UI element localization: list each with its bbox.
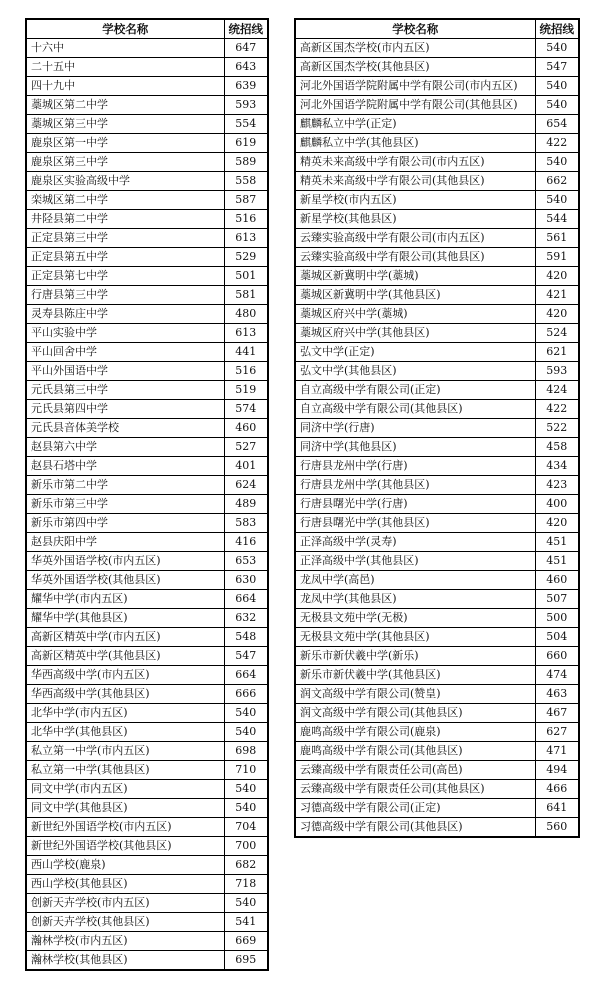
score-cell: 458 [535,438,579,457]
school-name-cell: 云臻高级中学有限责任公司(高邑) [295,761,535,780]
school-name-cell: 高新区精英中学(其他县区) [26,647,224,666]
score-cell: 666 [224,685,268,704]
school-name-cell: 河北外国语学院附属中学有限公司(其他县区) [295,96,535,115]
school-name-cell: 行唐县曙光中学(其他县区) [295,514,535,533]
score-cell: 710 [224,761,268,780]
school-name-cell: 平山回舍中学 [26,343,224,362]
table-row [26,229,268,248]
header-school-name: 学校名称 [295,19,535,39]
school-name-cell: 行唐县龙州中学(行唐) [295,457,535,476]
score-cell: 589 [224,153,268,172]
table-row [295,799,579,818]
school-name-cell: 四十九中 [26,77,224,96]
table-row [295,381,579,400]
school-name-cell: 平山实验中学 [26,324,224,343]
table-row [295,115,579,134]
table-row [26,609,268,628]
school-name-cell: 龙凤中学(高邑) [295,571,535,590]
table-row [26,932,268,951]
school-name-cell: 河北外国语学院附属中学有限公司(市内五区) [295,77,535,96]
table-row [26,590,268,609]
table-row [295,514,579,533]
table-row [26,115,268,134]
table-row [295,780,579,799]
table-row [295,248,579,267]
score-cell: 540 [535,77,579,96]
table-row [295,96,579,115]
score-cell: 494 [535,761,579,780]
table-row [26,951,268,971]
score-cell: 507 [535,590,579,609]
school-name-cell: 元氏县第四中学 [26,400,224,419]
table-row [26,210,268,229]
school-name-cell: 弘文中学(正定) [295,343,535,362]
school-name-cell: 正定县第三中学 [26,229,224,248]
score-cell: 639 [224,77,268,96]
score-cell: 441 [224,343,268,362]
table-row [26,134,268,153]
school-name-cell: 高新区国杰学校(市内五区) [295,39,535,58]
table-row [295,666,579,685]
table-row [26,324,268,343]
school-name-cell: 云臻实验高级中学有限公司(市内五区) [295,229,535,248]
score-cell: 591 [535,248,579,267]
school-name-cell: 栾城区第二中学 [26,191,224,210]
score-cell: 451 [535,552,579,571]
score-cell: 653 [224,552,268,571]
score-cell: 522 [535,419,579,438]
table-row [26,96,268,115]
score-cell: 401 [224,457,268,476]
table-row [26,381,268,400]
school-name-cell: 耀华中学(市内五区) [26,590,224,609]
school-name-cell: 瀚林学校(其他县区) [26,951,224,971]
table-row [26,248,268,267]
school-name-cell: 正定县第七中学 [26,267,224,286]
score-cell: 422 [535,134,579,153]
table-row [26,419,268,438]
table-row [295,571,579,590]
score-cell: 474 [535,666,579,685]
school-name-cell: 创新天卉学校(市内五区) [26,894,224,913]
score-cell: 664 [224,590,268,609]
score-cell: 540 [224,799,268,818]
header-row [295,19,579,39]
school-name-cell: 习德高级中学有限公司(其他县区) [295,818,535,838]
score-cell: 664 [224,666,268,685]
score-cell: 420 [535,267,579,286]
school-name-cell: 藁城区府兴中学(藁城) [295,305,535,324]
score-cell: 630 [224,571,268,590]
score-cell: 529 [224,248,268,267]
score-cell: 504 [535,628,579,647]
school-name-cell: 鹿泉区实验高级中学 [26,172,224,191]
table-row [26,666,268,685]
score-cell: 540 [224,704,268,723]
score-cell: 540 [535,96,579,115]
school-name-cell: 同济中学(其他县区) [295,438,535,457]
table-row [295,324,579,343]
table-row [26,837,268,856]
score-cell: 540 [224,723,268,742]
table-row [295,818,579,838]
score-cell: 516 [224,362,268,381]
table-row [26,761,268,780]
table-row [295,609,579,628]
school-name-cell: 弘文中学(其他县区) [295,362,535,381]
school-name-cell: 赵县庆阳中学 [26,533,224,552]
score-cell: 662 [535,172,579,191]
score-cell: 547 [224,647,268,666]
score-cell: 420 [535,305,579,324]
table-row [26,191,268,210]
school-name-cell: 二十五中 [26,58,224,77]
school-name-cell: 云臻实验高级中学有限公司(其他县区) [295,248,535,267]
table-row [295,723,579,742]
table-row [295,419,579,438]
score-cell: 501 [224,267,268,286]
score-cell: 558 [224,172,268,191]
school-name-cell: 十六中 [26,39,224,58]
score-cell: 660 [535,647,579,666]
score-cell: 627 [535,723,579,742]
school-name-cell: 华英外国语学校(其他县区) [26,571,224,590]
school-name-cell: 西山学校(鹿泉) [26,856,224,875]
school-name-cell: 私立第一中学(市内五区) [26,742,224,761]
school-name-cell: 习德高级中学有限公司(正定) [295,799,535,818]
table-row [26,58,268,77]
score-cell: 574 [224,400,268,419]
score-cell: 540 [535,39,579,58]
score-cell: 422 [535,400,579,419]
table-row [295,400,579,419]
table-row [26,780,268,799]
score-cell: 587 [224,191,268,210]
school-name-cell: 平山外国语中学 [26,362,224,381]
school-name-cell: 行唐县第三中学 [26,286,224,305]
school-name-cell: 新乐市第四中学 [26,514,224,533]
school-name-cell: 藁城区府兴中学(其他县区) [295,324,535,343]
school-name-cell: 行唐县龙州中学(其他县区) [295,476,535,495]
score-cell: 451 [535,533,579,552]
school-name-cell: 瀚林学校(市内五区) [26,932,224,951]
table-row [26,552,268,571]
school-name-cell: 高新区精英中学(市内五区) [26,628,224,647]
school-name-cell: 元氏县音体美学校 [26,419,224,438]
school-name-cell: 新乐市第三中学 [26,495,224,514]
school-name-cell: 精英未来高级中学有限公司(市内五区) [295,153,535,172]
score-cell: 519 [224,381,268,400]
school-name-cell: 润文高级中学有限公司(赞皇) [295,685,535,704]
school-name-cell: 正泽高级中学(其他县区) [295,552,535,571]
score-cell: 480 [224,305,268,324]
header-score: 统招线 [224,19,268,39]
score-cell: 695 [224,951,268,971]
score-cell: 698 [224,742,268,761]
school-name-cell: 无极县文苑中学(无极) [295,609,535,628]
header-score: 统招线 [535,19,579,39]
table-row [295,134,579,153]
table-row [295,590,579,609]
table-row [26,39,268,58]
table-row [26,742,268,761]
score-cell: 423 [535,476,579,495]
table-row [295,685,579,704]
table-row [295,343,579,362]
school-name-cell: 行唐县曙光中学(行唐) [295,495,535,514]
school-name-cell: 新世纪外国语学校(市内五区) [26,818,224,837]
header-row [26,19,268,39]
school-name-cell: 精英未来高级中学有限公司(其他县区) [295,172,535,191]
table-row [26,799,268,818]
table-row [26,153,268,172]
school-name-cell: 正泽高级中学(灵寿) [295,533,535,552]
school-name-cell: 新乐市第二中学 [26,476,224,495]
score-cell: 583 [224,514,268,533]
table-row [295,39,579,58]
school-name-cell: 新星学校(市内五区) [295,191,535,210]
score-cell: 593 [535,362,579,381]
table-row [26,286,268,305]
school-name-cell: 正定县第五中学 [26,248,224,267]
score-cell: 471 [535,742,579,761]
table-row [26,438,268,457]
score-cell: 561 [535,229,579,248]
school-name-cell: 龙凤中学(其他县区) [295,590,535,609]
score-cell: 434 [535,457,579,476]
score-cell: 460 [224,419,268,438]
school-name-cell: 创新天卉学校(其他县区) [26,913,224,932]
table-row [295,438,579,457]
table-row [295,457,579,476]
score-cell: 420 [535,514,579,533]
table-row [26,723,268,742]
table-row [26,685,268,704]
score-cell: 621 [535,343,579,362]
score-cell: 624 [224,476,268,495]
left-score-table [25,18,269,971]
table-row [26,495,268,514]
score-cell: 613 [224,324,268,343]
table-row [295,552,579,571]
score-cell: 548 [224,628,268,647]
score-cell: 593 [224,96,268,115]
table-row [295,476,579,495]
table-row [295,305,579,324]
table-row [26,875,268,894]
school-name-cell: 北华中学(其他县区) [26,723,224,742]
school-name-cell: 元氏县第三中学 [26,381,224,400]
school-name-cell: 井陉县第二中学 [26,210,224,229]
table-row [26,913,268,932]
score-cell: 467 [535,704,579,723]
school-name-cell: 麒麟私立中学(正定) [295,115,535,134]
score-cell: 547 [535,58,579,77]
score-cell: 540 [224,894,268,913]
table-row [26,77,268,96]
score-cell: 463 [535,685,579,704]
table-row [26,533,268,552]
school-name-cell: 自立高级中学有限公司(正定) [295,381,535,400]
table-row [295,286,579,305]
table-row [295,172,579,191]
table-row [26,704,268,723]
school-name-cell: 藁城区第二中学 [26,96,224,115]
school-name-cell: 新乐市新伏羲中学(其他县区) [295,666,535,685]
table-row [295,495,579,514]
table-row [295,77,579,96]
school-name-cell: 同文中学(其他县区) [26,799,224,818]
school-name-cell: 西山学校(其他县区) [26,875,224,894]
school-name-cell: 华西高级中学(其他县区) [26,685,224,704]
school-name-cell: 自立高级中学有限公司(其他县区) [295,400,535,419]
school-name-cell: 鹿鸣高级中学有限公司(鹿泉) [295,723,535,742]
table-row [26,343,268,362]
score-cell: 643 [224,58,268,77]
score-cell: 613 [224,229,268,248]
table-row [26,172,268,191]
score-cell: 400 [535,495,579,514]
left-table-body [26,39,268,971]
score-cell: 682 [224,856,268,875]
score-cell: 460 [535,571,579,590]
score-cell: 540 [535,191,579,210]
school-name-cell: 私立第一中学(其他县区) [26,761,224,780]
score-cell: 544 [535,210,579,229]
table-row [26,856,268,875]
table-row [295,647,579,666]
score-cell: 560 [535,818,579,838]
school-name-cell: 无极县文苑中学(其他县区) [295,628,535,647]
school-name-cell: 鹿泉区第一中学 [26,134,224,153]
school-name-cell: 藁城区新冀明中学(其他县区) [295,286,535,305]
score-cell: 500 [535,609,579,628]
right-score-table [294,18,580,838]
score-cell: 647 [224,39,268,58]
table-row [26,628,268,647]
score-cell: 489 [224,495,268,514]
table-row [295,533,579,552]
table-row [295,742,579,761]
score-cell: 541 [224,913,268,932]
school-name-cell: 新乐市新伏羲中学(新乐) [295,647,535,666]
score-cell: 516 [224,210,268,229]
table-row [295,229,579,248]
table-row [26,647,268,666]
header-school-name: 学校名称 [26,19,224,39]
table-row [26,571,268,590]
school-name-cell: 鹿鸣高级中学有限公司(其他县区) [295,742,535,761]
school-name-cell: 新星学校(其他县区) [295,210,535,229]
table-row [295,628,579,647]
school-name-cell: 华英外国语学校(市内五区) [26,552,224,571]
score-cell: 416 [224,533,268,552]
school-name-cell: 灵寿县陈庄中学 [26,305,224,324]
score-cell: 704 [224,818,268,837]
school-name-cell: 云臻高级中学有限责任公司(其他县区) [295,780,535,799]
school-name-cell: 赵县第六中学 [26,438,224,457]
school-name-cell: 同文中学(市内五区) [26,780,224,799]
school-name-cell: 高新区国杰学校(其他县区) [295,58,535,77]
school-name-cell: 北华中学(市内五区) [26,704,224,723]
school-name-cell: 麒麟私立中学(其他县区) [295,134,535,153]
table-row [26,457,268,476]
score-cell: 654 [535,115,579,134]
school-name-cell: 藁城区第三中学 [26,115,224,134]
table-row [26,476,268,495]
right-table-body [295,39,579,838]
table-row [295,210,579,229]
table-row [26,362,268,381]
table-row [295,267,579,286]
school-name-cell: 同济中学(行唐) [295,419,535,438]
table-row [26,400,268,419]
table-row [26,305,268,324]
school-name-cell: 耀华中学(其他县区) [26,609,224,628]
score-cell: 700 [224,837,268,856]
table-row [295,58,579,77]
score-cell: 619 [224,134,268,153]
score-cell: 540 [535,153,579,172]
table-row [295,761,579,780]
score-cell: 669 [224,932,268,951]
score-cell: 581 [224,286,268,305]
school-name-cell: 润文高级中学有限公司(其他县区) [295,704,535,723]
school-name-cell: 新世纪外国语学校(其他县区) [26,837,224,856]
school-name-cell: 鹿泉区第三中学 [26,153,224,172]
school-name-cell: 藁城区新冀明中学(藁城) [295,267,535,286]
score-cell: 540 [224,780,268,799]
score-cell: 421 [535,286,579,305]
table-row [295,191,579,210]
score-cell: 641 [535,799,579,818]
school-name-cell: 华西高级中学(市内五区) [26,666,224,685]
table-row [26,267,268,286]
school-name-cell: 赵县石塔中学 [26,457,224,476]
score-cell: 424 [535,381,579,400]
score-cell: 554 [224,115,268,134]
table-row [295,153,579,172]
table-row [295,362,579,381]
table-row [26,894,268,913]
score-cell: 632 [224,609,268,628]
score-cell: 524 [535,324,579,343]
score-cell: 718 [224,875,268,894]
table-row [295,704,579,723]
score-cell: 466 [535,780,579,799]
table-row [26,514,268,533]
score-cell: 527 [224,438,268,457]
table-row [26,818,268,837]
